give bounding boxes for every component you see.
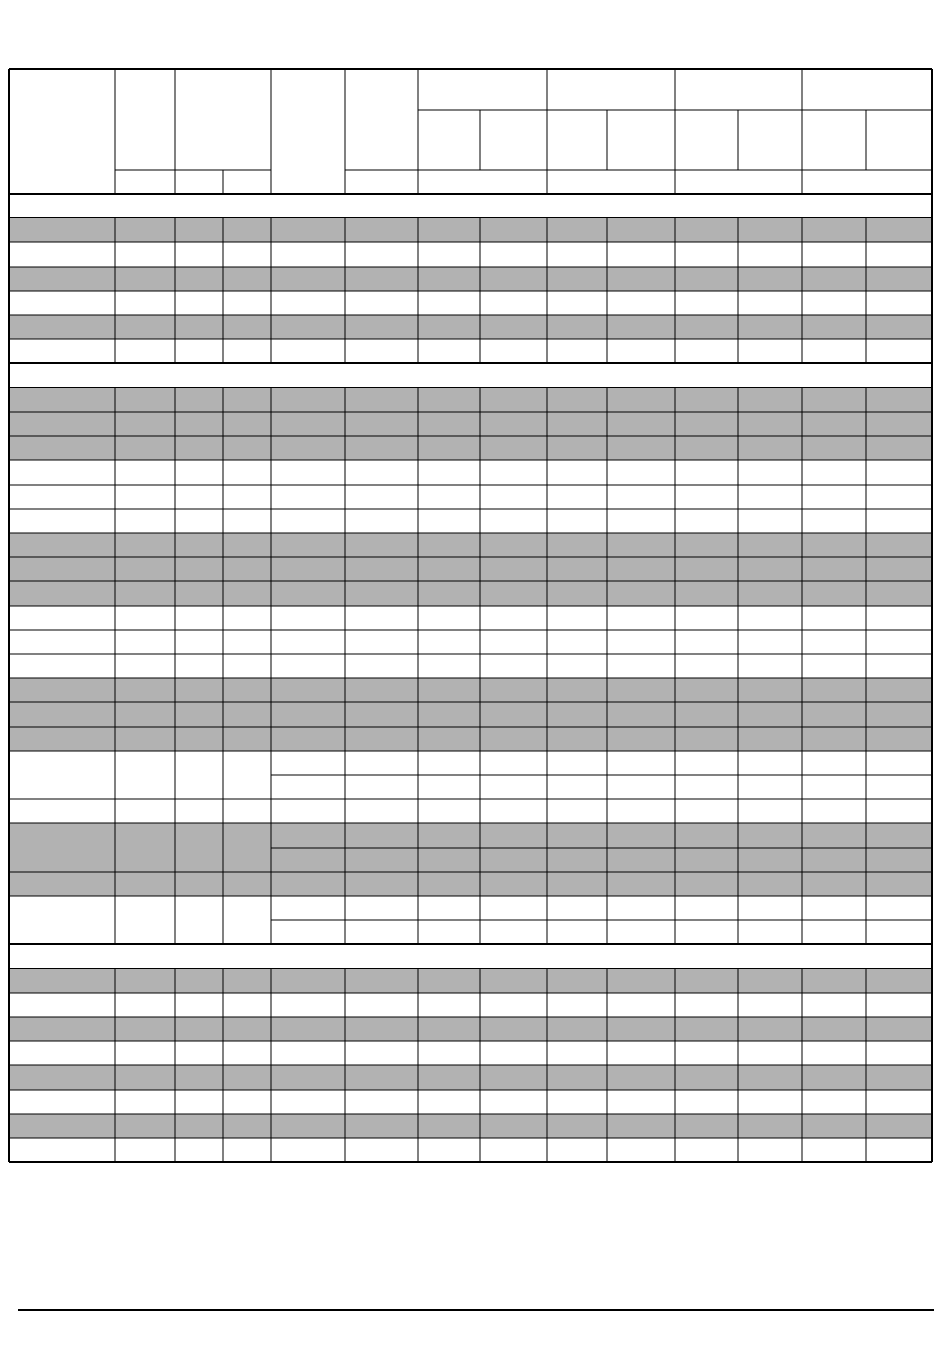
shaded-row [9,533,932,557]
shaded-row [9,315,932,339]
shaded-row [9,678,932,702]
shaded-row [9,412,932,436]
footer-rule [18,1309,934,1311]
shaded-row [9,218,932,242]
shaded-row [9,727,932,751]
shaded-row [9,436,932,460]
shaded-row [9,872,932,896]
shaded-row [9,1065,932,1090]
shaded-row [9,388,932,412]
shaded-row [9,702,932,727]
shaded-row [9,1114,932,1138]
shaded-row [9,267,932,291]
shaded-row [9,557,932,581]
shaded-row [9,581,932,606]
shaded-row [9,969,932,993]
shaded-row [9,1017,932,1041]
